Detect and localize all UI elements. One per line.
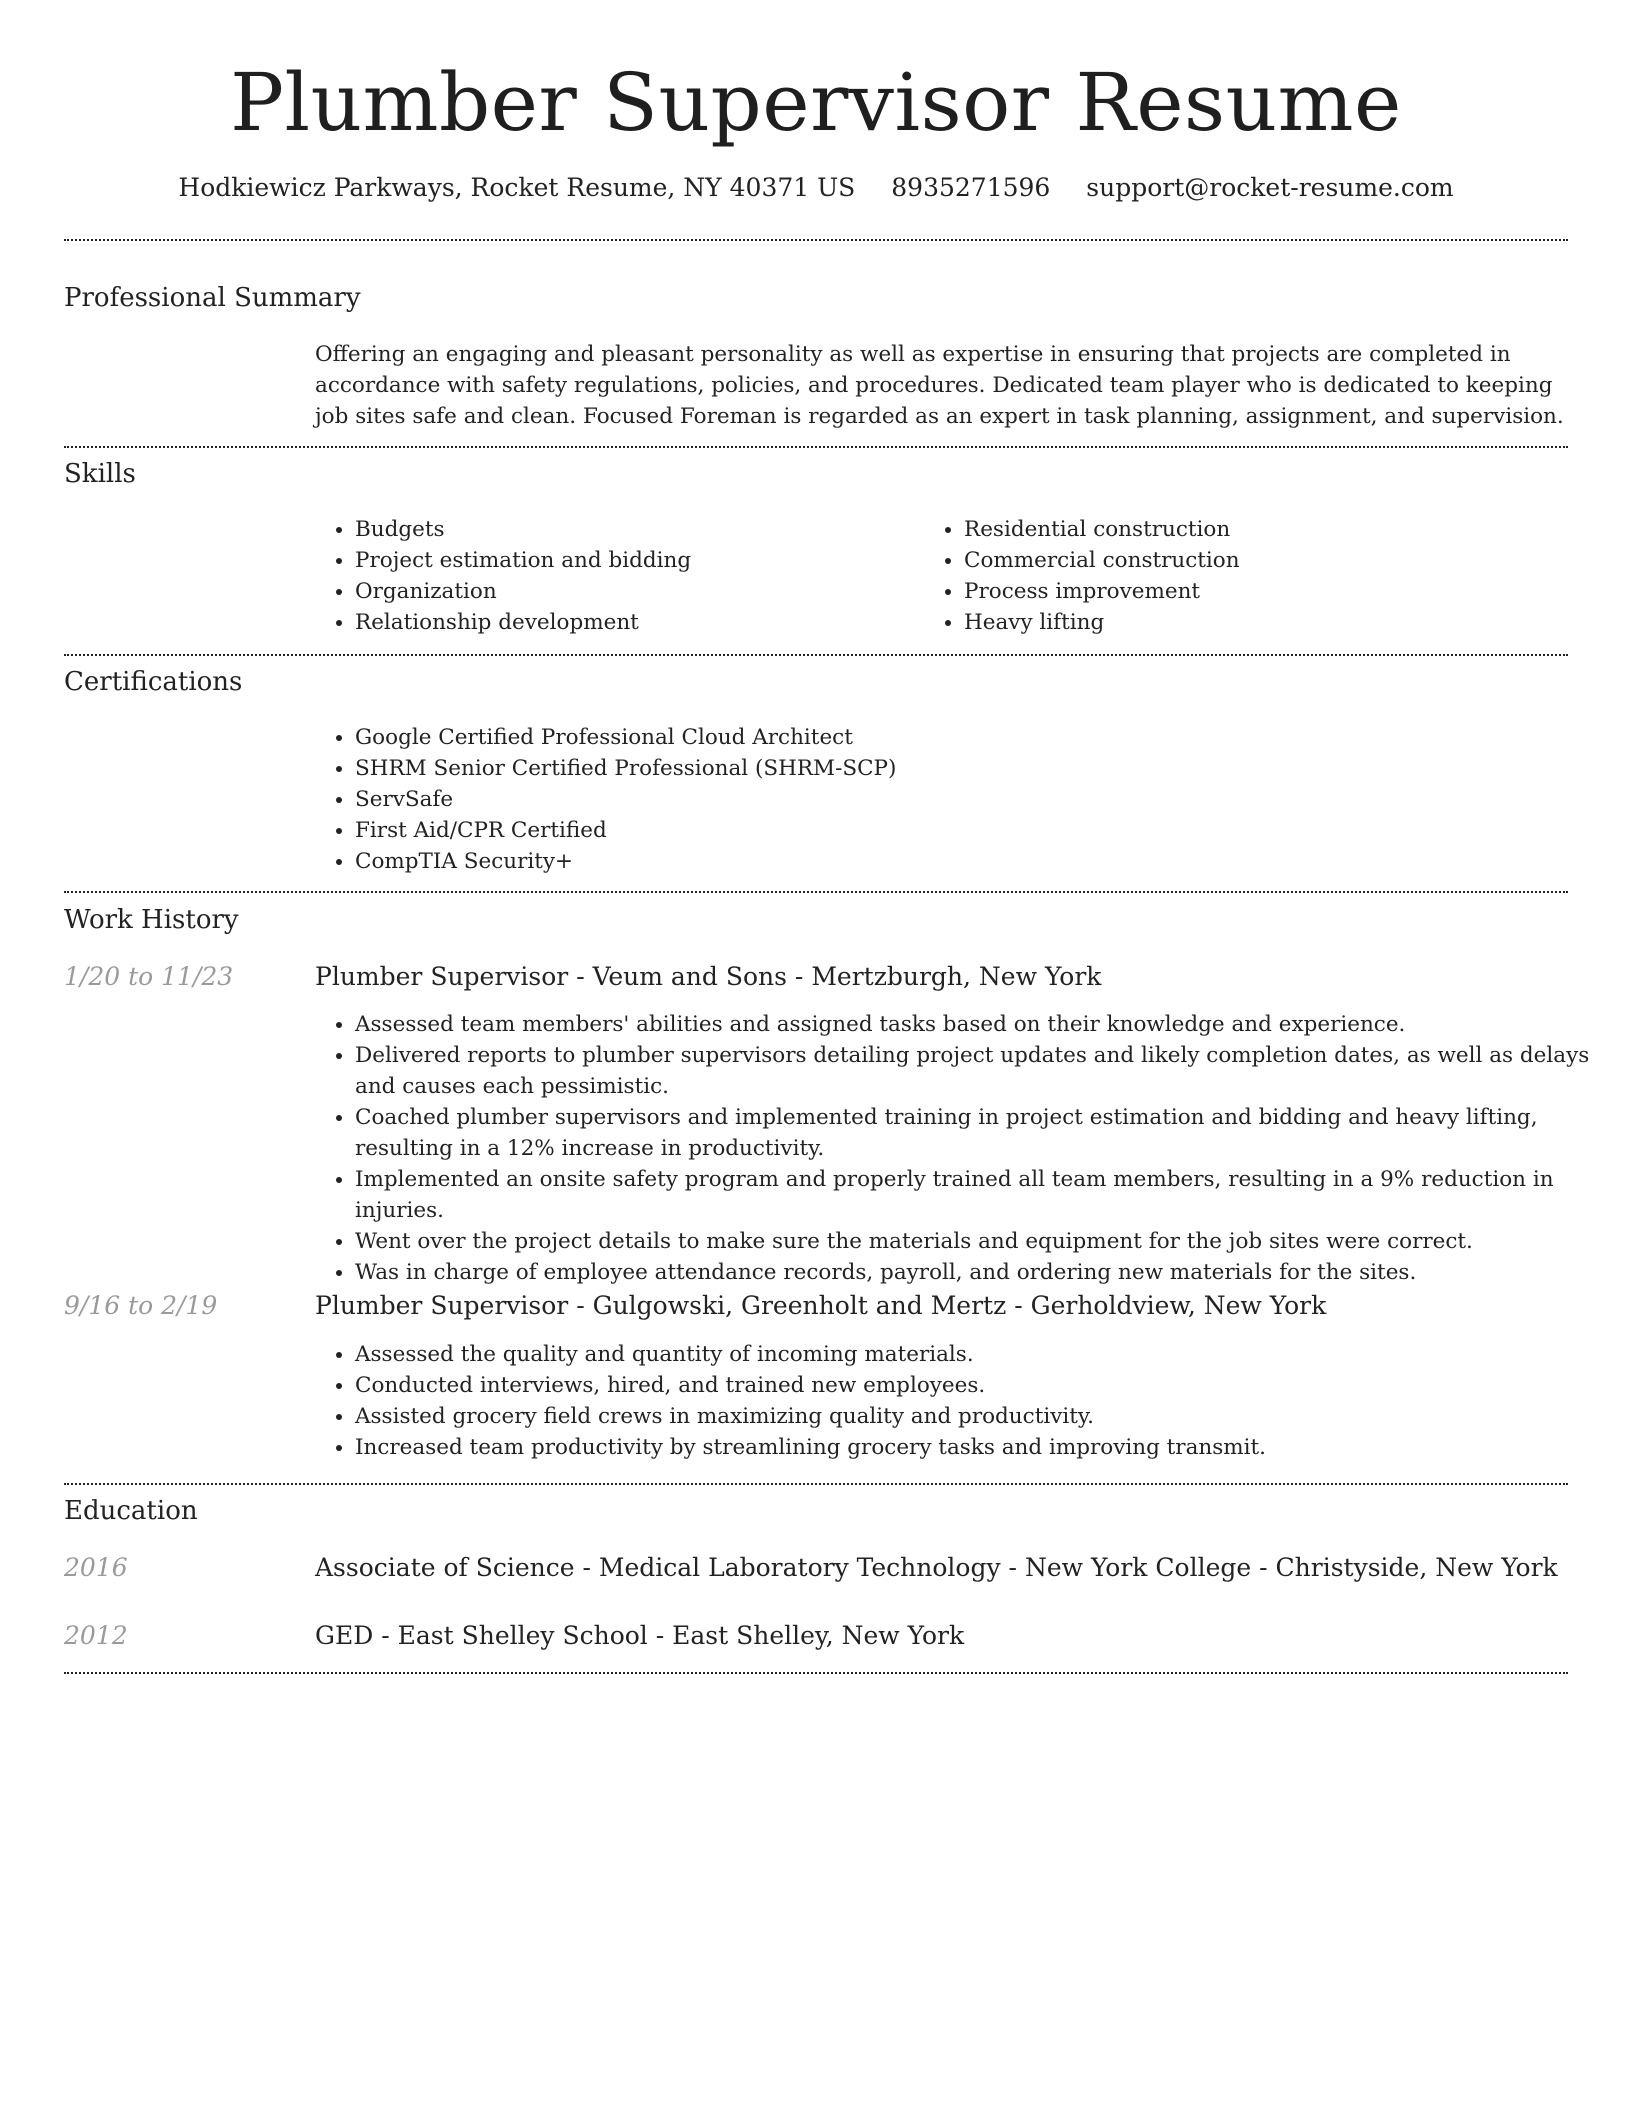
separator: -	[786, 962, 812, 991]
education-line	[315, 1550, 1558, 1586]
separator: -	[647, 1621, 673, 1650]
job-bullet: • Assessed team members' abilities and assigned tasks based on their knowledge and experience.	[355, 1009, 1611, 1040]
contact-phone: 8935271596	[891, 173, 1051, 202]
separator: -	[1006, 1291, 1031, 1320]
job-location: Gerholdview, New York	[1030, 1291, 1327, 1320]
education-year: 2016	[64, 1553, 128, 1582]
summary-text: Offering an engaging and pleasant personality as well as expertise in ensuring that projects are completed in accordance with safety regulations, policies, and procedures. Dedicated team player who is dedicated to keeping job sites safe and clean. Focused Foreman is regarded as an expert in task planning, assignment, and supervision.	[315, 342, 1564, 429]
resume-title: Plumber Supervisor Resume	[230, 56, 1402, 149]
skills-heading: Skills	[64, 459, 136, 489]
job-dates: 9/16 to 2/19	[64, 1291, 218, 1320]
certifications-list	[311, 722, 1605, 877]
skill-item: • Residential construction	[964, 514, 1564, 545]
education-year: 2012	[64, 1621, 128, 1650]
contact-line	[0, 170, 1632, 206]
separator: -	[568, 962, 593, 991]
job-bullet: • Conducted interviews, hired, and trained new employees.	[355, 1370, 1611, 1401]
job-bullet: • Increased team productivity by streamlining grocery tasks and improving transmit.	[355, 1432, 1611, 1463]
contact-address: Hodkiewicz Parkways, Rocket Resume, NY 40371 US	[178, 173, 856, 202]
skills-list-left	[311, 514, 915, 638]
divider	[64, 446, 1568, 448]
certifications-heading: Certifications	[64, 667, 243, 697]
certification-item: • CompTIA Security+	[355, 846, 1605, 877]
education-school: East Shelley School	[397, 1621, 648, 1650]
separator: -	[568, 1291, 593, 1320]
job-title-line	[315, 1288, 1326, 1324]
divider	[64, 239, 1568, 241]
certification-item: • SHRM Senior Certified Professional (SHRM-SCP)	[355, 753, 1605, 784]
certification-item: • ServSafe	[355, 784, 1605, 815]
job-bullet: • Coached plumber supervisors and implemented training in project estimation and bidding and heavy lifting, resulting in a 12% increase in productivity.	[355, 1102, 1611, 1164]
job-bullet: • Went over the project details to make sure the materials and equipment for the job sites were correct.	[355, 1226, 1611, 1257]
skill-item: • Organization	[355, 576, 915, 607]
divider	[64, 1483, 1568, 1485]
education-location: Christyside, New York	[1275, 1553, 1558, 1582]
skill-item: • Budgets	[355, 514, 915, 545]
education-location: East Shelley, New York	[672, 1621, 965, 1650]
certification-item: • First Aid/CPR Certified	[355, 815, 1605, 846]
skill-item: • Process improvement	[964, 576, 1564, 607]
job-bullets	[311, 1339, 1611, 1463]
divider	[64, 1672, 1568, 1674]
education-degree: GED	[315, 1621, 374, 1650]
job-company: Veum and Sons	[592, 962, 787, 991]
job-bullet: • Implemented an onsite safety program and properly trained all team members, resulting in a 9% reduction in injuries.	[355, 1164, 1611, 1226]
job-company: Gulgowski, Greenholt and Mertz	[592, 1291, 1007, 1320]
skill-item: • Commercial construction	[964, 545, 1564, 576]
skills-list-right	[920, 514, 1564, 638]
skill-item: • Heavy lifting	[964, 607, 1564, 638]
job-bullets	[311, 1009, 1611, 1288]
separator: -	[1000, 1553, 1025, 1582]
education-heading: Education	[64, 1496, 198, 1526]
divider	[64, 891, 1568, 893]
separator: -	[1251, 1553, 1276, 1582]
job-role: Plumber Supervisor	[315, 1291, 569, 1320]
skill-item: • Relationship development	[355, 607, 915, 638]
job-bullet: • Assessed the quality and quantity of incoming materials.	[355, 1339, 1611, 1370]
divider	[64, 654, 1568, 656]
education-school: New York College	[1024, 1553, 1252, 1582]
job-bullet: • Delivered reports to plumber supervisors detailing project updates and likely completion dates, as well as delays and causes each pessimistic.	[355, 1040, 1611, 1102]
job-bullet: • Was in charge of employee attendance records, payroll, and ordering new materials for the sites.	[355, 1257, 1611, 1288]
job-bullet: • Assisted grocery field crews in maximizing quality and productivity.	[355, 1401, 1611, 1432]
work-heading: Work History	[64, 905, 239, 935]
separator: -	[373, 1621, 398, 1650]
education-line	[315, 1618, 964, 1654]
job-title-line	[315, 959, 1101, 995]
job-location: Mertzburgh, New York	[811, 962, 1102, 991]
certification-item: • Google Certified Professional Cloud Architect	[355, 722, 1605, 753]
contact-email: support@rocket-resume.com	[1086, 173, 1454, 202]
job-dates: 1/20 to 11/23	[64, 962, 234, 991]
education-degree: Associate of Science - Medical Laboratory Technology	[315, 1553, 1001, 1582]
skill-item: • Project estimation and bidding	[355, 545, 915, 576]
job-role: Plumber Supervisor	[315, 962, 569, 991]
summary-heading: Professional Summary	[64, 283, 361, 313]
